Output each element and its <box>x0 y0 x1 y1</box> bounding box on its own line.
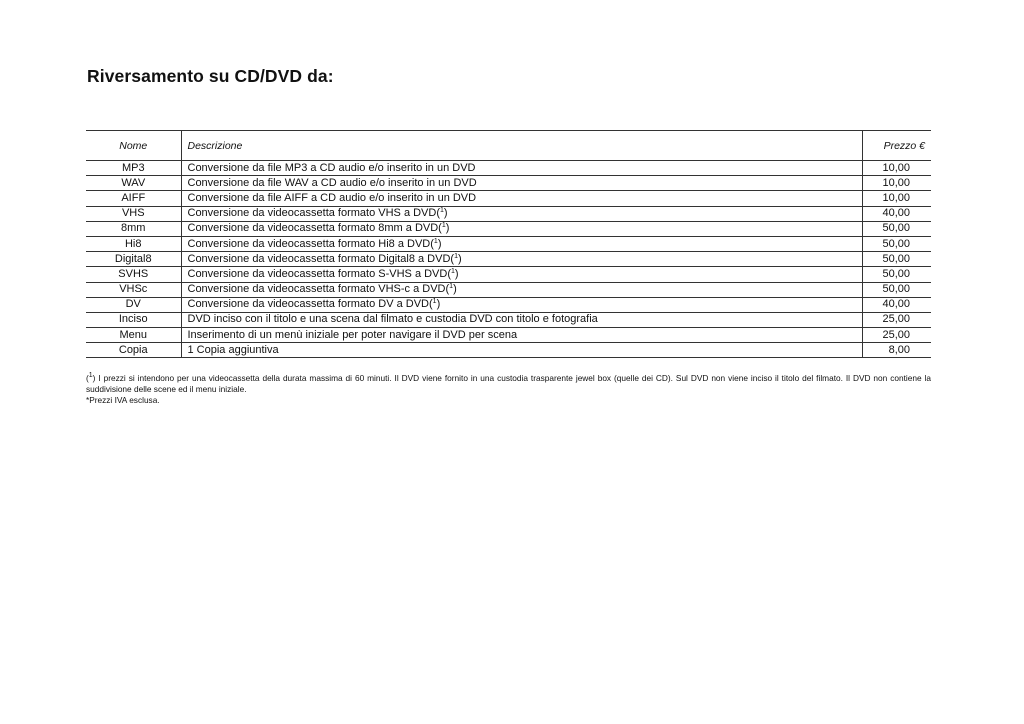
table-row <box>86 206 931 221</box>
row-description-cell: Conversione da videocassetta formato 8mm a DVD($^1$) <box>181 221 862 236</box>
row-description-cell <box>181 176 862 191</box>
row-description-text: Conversione da file AIFF a CD audio e/o inserito in un DVD <box>187 191 477 204</box>
table-row <box>86 328 931 343</box>
footnote-1: ($^1$) I prezzi si intendono per una videocassetta della durata massima di 60 minuti. Il DVD viene fornito in una custodia trasparente jewel box (quelle dei CD). Sul DVD non viene inciso il titolo del filmato. Il DVD non contiene la suddivisione delle scene ed il menu iniziale. <box>86 372 931 394</box>
row-description-text: Conversione da videocassetta formato 8mm a DVD( <box>187 222 442 235</box>
row-description-text: Conversione da videocassetta formato Digital8 a DVD( <box>187 252 455 265</box>
footnote-text: ) I prezzi si intendono per una videocassetta della durata massima di 60 minuti. Il DVD viene fornito in una custodia trasparente jewel box (quelle dei CD). Sul DVD non viene inciso il titolo del filmato. Il DVD non contiene la suddivisione delle scene ed il menu iniziale. <box>86 373 931 394</box>
row-name-cell: 8mm <box>86 221 181 236</box>
table-row <box>86 343 931 358</box>
table-row <box>86 236 931 251</box>
row-price-cell: 50,00 <box>862 221 931 236</box>
table-row <box>86 191 931 206</box>
table-row <box>86 252 931 267</box>
row-price-cell: 10,00 <box>862 176 931 191</box>
row-price-cell: 40,00 <box>862 206 931 221</box>
footnote-reference: 1 <box>454 252 458 260</box>
footnote-reference: 1 <box>451 267 455 275</box>
row-description-cell: Conversione da videocassetta formato S-VHS a DVD($^1$) <box>181 267 862 282</box>
footnote-reference: 1 <box>441 222 446 230</box>
page-title: Riversamento su CD/DVD da: <box>87 66 334 86</box>
footnote-reference: 1 <box>440 207 444 215</box>
row-name-cell: VHSc <box>86 282 181 297</box>
table-row <box>86 267 931 282</box>
row-name-cell: DV <box>86 297 181 312</box>
row-price-cell: 10,00 <box>862 191 931 206</box>
row-description-text: Conversione da file MP3 a CD audio e/o inserito in un DVD <box>187 161 476 174</box>
row-description-cell: Conversione da videocassetta formato Hi8 a DVD($^1$) <box>181 236 862 251</box>
row-description-cell <box>181 161 862 176</box>
row-description-cell: Conversione da videocassetta formato Digital8 a DVD($^1$) <box>181 252 862 267</box>
footnote-reference: 1 <box>449 283 454 291</box>
column-header-name: Nome <box>86 131 181 161</box>
column-header-description: Descrizione <box>181 131 862 161</box>
row-name-cell: MP3 <box>86 161 181 176</box>
row-name-cell: Copia <box>86 343 181 358</box>
row-price-cell: 40,00 <box>862 297 931 312</box>
row-description-cell: Conversione da videocassetta formato DV a DVD($^1$) <box>181 297 862 312</box>
row-description-text: Inserimento di un menù iniziale per poter navigare il DVD per scena <box>187 328 518 341</box>
row-name-cell: Hi8 <box>86 236 181 251</box>
row-description-text: Conversione da videocassetta formato Hi8 a DVD( <box>187 237 434 250</box>
row-description-cell <box>181 328 862 343</box>
row-name-cell: Menu <box>86 328 181 343</box>
table-row <box>86 176 931 191</box>
row-description-cell <box>181 312 862 327</box>
table-row <box>86 221 931 236</box>
row-description-text: 1 Copia aggiuntiva <box>187 343 279 356</box>
row-price-cell: 25,00 <box>862 328 931 343</box>
row-name-cell: Inciso <box>86 312 181 327</box>
row-name-cell: AIFF <box>86 191 181 206</box>
column-header-price: Prezzo € <box>862 131 931 161</box>
row-description-cell: Conversione da videocassetta formato VHS a DVD($^1$) <box>181 206 862 221</box>
row-description-text: Conversione da videocassetta formato VHS-c a DVD( <box>187 283 450 296</box>
row-name-cell: WAV <box>86 176 181 191</box>
row-description-text: Conversione da videocassetta formato S-VHS a DVD( <box>187 267 452 280</box>
row-description-text: DVD inciso con il titolo e una scena dal filmato e custodia DVD con titolo e fotografia <box>187 313 598 326</box>
table-row <box>86 297 931 312</box>
row-description-cell <box>181 343 862 358</box>
footnote-reference: 1 <box>433 237 438 245</box>
table-row <box>86 282 931 297</box>
row-name-cell: VHS <box>86 206 181 221</box>
table-row <box>86 161 931 176</box>
row-price-cell: 50,00 <box>862 252 931 267</box>
row-description-cell <box>181 191 862 206</box>
row-description-text: Conversione da file WAV a CD audio e/o inserito in un DVD <box>187 176 477 189</box>
row-name-cell: Digital8 <box>86 252 181 267</box>
row-description-text: Conversione da videocassetta formato DV a DVD( <box>187 298 433 311</box>
row-description-cell: Conversione da videocassetta formato VHS-c a DVD($^1$) <box>181 282 862 297</box>
table-header-row <box>86 131 931 161</box>
price-table <box>86 130 931 358</box>
row-price-cell: 8,00 <box>862 343 931 358</box>
row-price-cell: 50,00 <box>862 267 931 282</box>
table-row <box>86 312 931 327</box>
footnotes <box>86 373 931 406</box>
row-price-cell: 50,00 <box>862 282 931 297</box>
vat-note: *Prezzi IVA esclusa. <box>86 395 160 405</box>
row-price-cell: 10,00 <box>862 161 931 176</box>
row-description-text: Conversione da videocassetta formato VHS a DVD( <box>187 207 441 220</box>
footnote-marker: 1 <box>88 372 93 379</box>
table-body <box>86 161 931 358</box>
footnote-reference: 1 <box>432 298 437 306</box>
row-price-cell: 25,00 <box>862 312 931 327</box>
row-name-cell: SVHS <box>86 267 181 282</box>
row-price-cell: 50,00 <box>862 236 931 251</box>
